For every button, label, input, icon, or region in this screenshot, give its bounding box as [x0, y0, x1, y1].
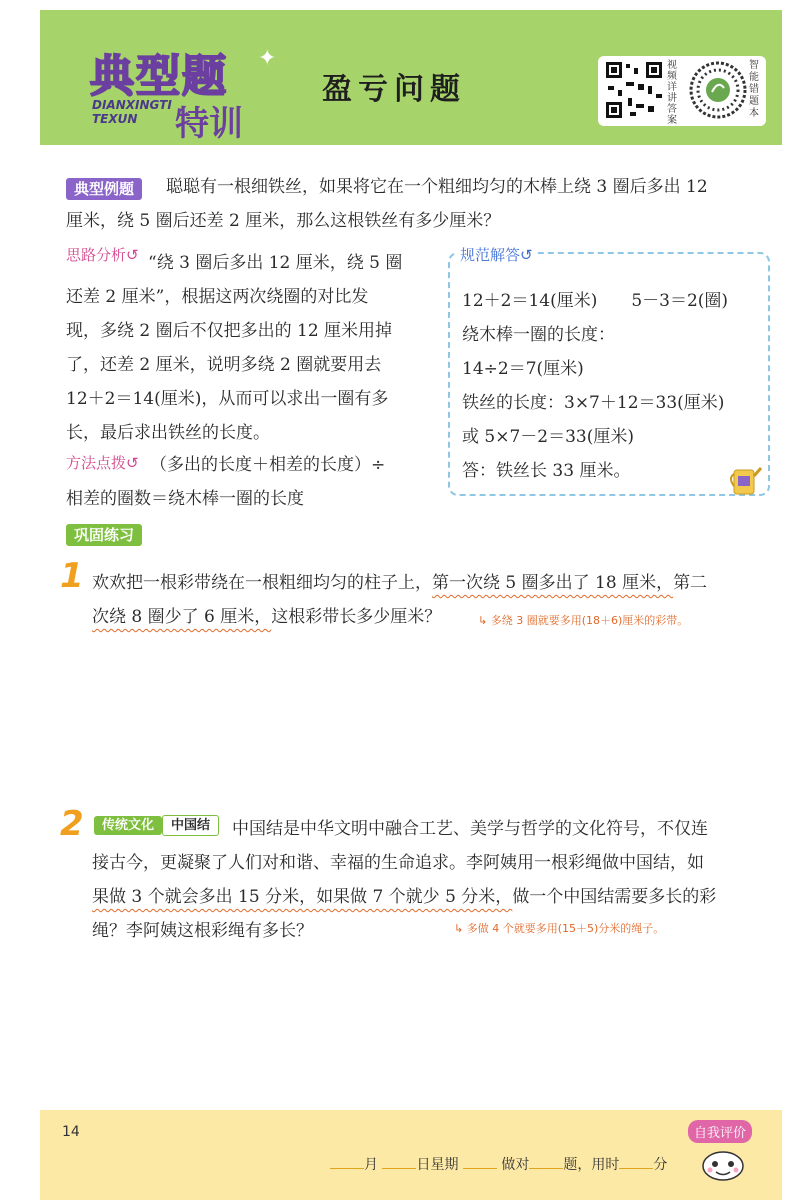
example-line2: 厘米，绕 5 圈后还差 2 厘米，那么这根铁丝有多少厘米？ — [66, 211, 501, 231]
correct-label: 做对 — [501, 1157, 530, 1173]
solution-line4: 铁丝的长度：3×7＋12＝33(厘米) — [462, 393, 725, 413]
analysis-line1: “绕 3 圈后多出 12 厘米，绕 5 圈 — [148, 253, 403, 273]
logo-title: 典型题 — [90, 51, 228, 102]
solution-line2: 绕木棒一圈的长度： — [462, 325, 615, 345]
method-label-text: 方法点拨 — [66, 454, 127, 472]
topic-tag: 中国结 — [162, 815, 219, 836]
time-blank[interactable] — [619, 1168, 653, 1169]
qr1-label: 视频详讲答案 — [667, 60, 677, 126]
solution-line1: 12＋2＝14(厘米) 5－3＝2(圈) — [462, 291, 729, 311]
month-label: 月 — [364, 1157, 378, 1173]
q1-line1-a: 欢欢把一根彩带绕在一根粗细均匀的柱子上， — [92, 573, 432, 593]
q2-line3-a: 果做 3 个就会多出 15 分米，如果做 7 个就少 5 分米， — [92, 887, 513, 907]
q1-hint-text: 多绕 3 圈就要多用(18＋6)厘米的彩带。 — [490, 614, 689, 627]
analysis-line4: 了，还差 2 厘米，说明多绕 2 圈就要用去 — [66, 355, 382, 375]
practice-tag: 巩固练习 — [66, 524, 142, 546]
swirl-icon: ↺ — [126, 246, 139, 264]
analysis-line2: 还差 2 厘米”，根据这两次绕圈的对比发 — [66, 287, 369, 307]
solution-label-text: 规范解答 — [460, 246, 521, 264]
qr-code-icon[interactable] — [688, 60, 748, 120]
q1-line2-b: 这根彩带长多少厘米？ — [271, 607, 442, 627]
watering-can-icon — [726, 458, 762, 498]
q2-line4: 绳？李阿姨这根彩绳有多长？ — [92, 921, 313, 941]
method-line1: （多出的长度＋相差的长度）÷ — [150, 455, 386, 475]
hint-arrow-icon: ↳ — [454, 922, 467, 935]
example-tag-wrap — [66, 178, 142, 199]
weekday-label: 星期 — [430, 1157, 459, 1173]
sparkle-icon: ✦ — [258, 46, 277, 71]
q2-line3-b: 做一个中国结需要多长的彩 — [512, 887, 717, 907]
q1-line2-a: 次绕 8 圈少了 6 厘米， — [92, 607, 272, 627]
qr2-label: 智能错题本 — [749, 60, 759, 119]
q1-line1-b: 第一次绕 5 圈多出了 18 厘米， — [432, 573, 674, 593]
question-number-2: 2 — [60, 804, 84, 844]
tradition-tag: 传统文化 — [94, 816, 162, 835]
logo-subtitle: 特训 — [175, 104, 243, 144]
day-label: 日 — [416, 1157, 431, 1173]
correct-blank[interactable] — [529, 1168, 563, 1169]
method-label — [66, 452, 139, 473]
analysis-line5: 12＋2＝14(厘米)，从而可以求出一圈有多 — [66, 389, 389, 409]
question-number-1: 1 — [60, 556, 84, 596]
analysis-label — [66, 244, 139, 265]
q1-line1 — [92, 566, 782, 600]
analysis-line6: 长，最后求出铁丝的长度。 — [66, 423, 270, 443]
solution-line5: 或 5×7－2＝33(厘米) — [462, 427, 634, 447]
page-number: 14 — [62, 1124, 80, 1140]
swirl-icon: ↺ — [520, 246, 533, 264]
q1-line2 — [92, 600, 512, 634]
analysis-label-text: 思路分析 — [66, 246, 127, 264]
page-title: 盈亏问题 — [322, 72, 466, 107]
questions-label: 题，用时 — [563, 1157, 620, 1173]
minutes-label: 分 — [653, 1157, 668, 1173]
q2-line2: 接古今，更凝聚了人们对和谐、幸福的生命追求。李阿姨用一根彩绳做中国结，如 — [92, 853, 704, 873]
hint-arrow-icon: ↳ — [478, 614, 491, 627]
solution-label — [456, 244, 537, 265]
solution-line6: 答：铁丝长 33 厘米。 — [462, 461, 631, 481]
smiley-face-icon[interactable] — [700, 1148, 746, 1182]
self-eval-badge: 自我评价 — [688, 1120, 752, 1143]
q2-line3 — [92, 880, 782, 914]
practice-tag-wrap — [66, 524, 142, 545]
logo-pinyin-line2: TEXUN — [92, 112, 138, 126]
analysis-line3: 现，多绕 2 圈后不仅把多出的 12 厘米用掉 — [66, 321, 393, 341]
q2-hint-text: 多做 4 个就要多用(15＋5)分米的绳子。 — [466, 922, 665, 935]
example-line1: 聪聪有一根细铁丝，如果将它在一个粗细均匀的木棒上绕 3 圈后多出 12 — [166, 177, 708, 197]
q1-line1-c: 第二 — [673, 573, 708, 593]
day-blank[interactable] — [382, 1168, 416, 1169]
qr-code-icon[interactable] — [604, 60, 664, 120]
weekday-blank[interactable] — [463, 1168, 497, 1169]
q1-hint — [478, 612, 688, 628]
q2-hint — [454, 920, 664, 936]
q2-line1: 中国结是中华文明中融合工艺、美学与哲学的文化符号，不仅连 — [232, 819, 708, 839]
example-tag: 典型例题 — [66, 178, 142, 200]
method-line2: 相差的圈数＝绕木棒一圈的长度 — [66, 489, 304, 509]
q2-tags — [94, 814, 219, 833]
month-blank[interactable] — [330, 1168, 364, 1169]
logo-pinyin-line1: DIANXINGTI — [92, 98, 172, 112]
swirl-icon: ↺ — [126, 454, 139, 472]
logo-pinyin — [92, 98, 172, 126]
footer-record — [330, 1154, 667, 1174]
solution-line3: 14÷2＝7(厘米) — [462, 359, 584, 379]
